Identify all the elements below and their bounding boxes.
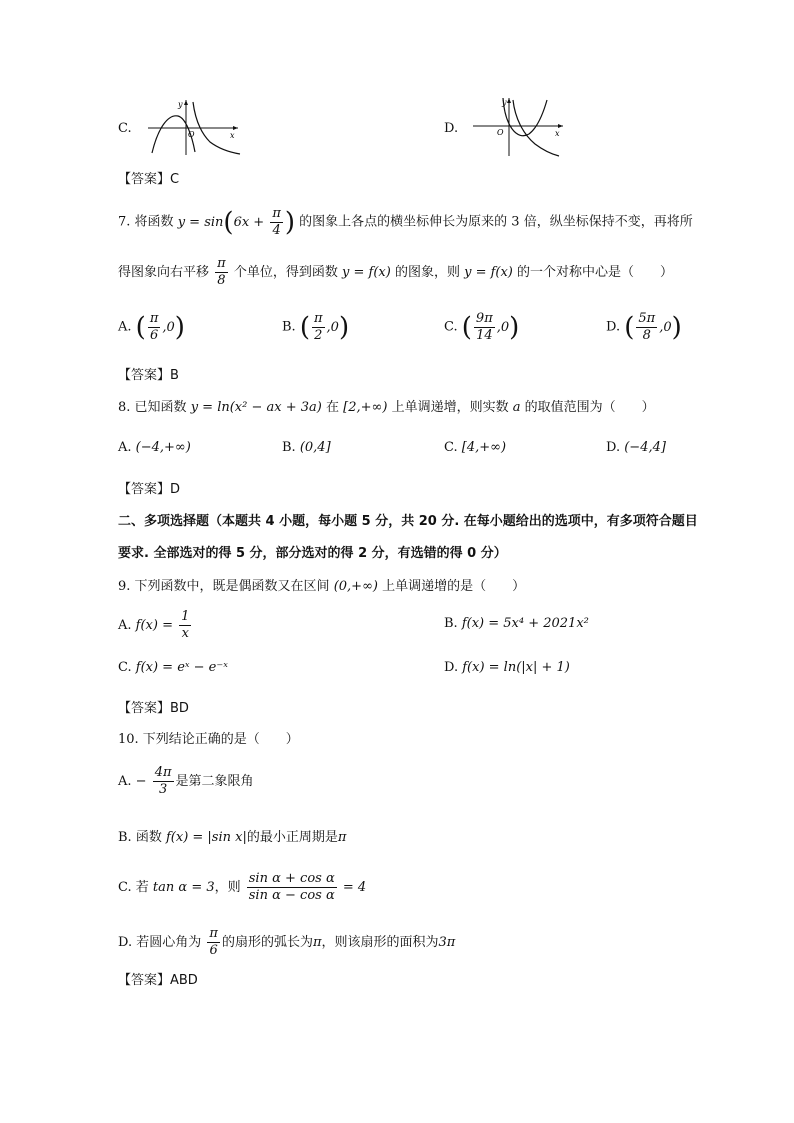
q8-option-b: B. (0,4] [282,440,331,455]
q8-text-2: 在 [325,400,339,415]
q7-number: 7. [118,214,131,230]
q6-d-y-axis-label: y [502,98,507,107]
q6-d-x-axis-label: x [555,129,560,138]
q9-answer: 【答案】BD [118,701,189,716]
q8-option-c: C. [4,+∞) [444,440,507,455]
q7-option-d: D. ( $\frac{5\pi}{8}$ ,0) [606,310,682,343]
q7-option-c-label: C. [444,319,458,335]
q8-func-expr: y = ln(x² − ax + 3a) [190,400,322,415]
q6-option-c-label: C. [118,121,132,136]
q9-option-c-label: C. [118,660,132,675]
q10-option-d-text-3: ，则该扇形的面积为 [321,935,439,950]
q7-text-5: 的图象，则 [394,265,460,280]
q10-option-a-label: A. [118,774,132,789]
q10-option-d-label: D. [118,935,133,950]
section2-heading-line1: 二、多项选择题（本题共 4 小题，每小题 5 分，共 20 分. 在每小题给出的选项中，有多项符合题目 [118,514,698,529]
q10-option-c-text-2: ，则 [214,880,241,895]
section2-heading-line2: 要求. 全部选对的得 5 分，部分选对的得 2 分，有选错的得 0 分） [118,546,507,561]
q7-fx-expr-1: y = f(x) [342,265,391,280]
q9-option-a: A. f(x) = $\frac{1}{x}$ [118,609,190,641]
q8-answer: 【答案】D [118,482,181,497]
q7-option-d-label: D. [606,319,621,335]
q7-option-a-label: A. [118,319,132,335]
q7-stem-line1 [118,204,693,240]
q7-text-2: 的图象上各点的横坐标伸长为原来的 3 倍，纵坐标保持不变，再将所 [299,214,693,230]
q9-option-a-label: A. [118,618,132,633]
q10-option-d-text-1: 若圆心角为 [136,935,202,950]
q7-shift-expr: $\frac{\pi}{8}$ [217,256,226,288]
q10-answer: 【答案】ABD [118,973,198,988]
q6-c-y-axis-label: y [178,100,183,109]
q10-option-a: A. − $\frac{4\pi}{3}$ 是第二象限角 [118,765,254,797]
q10-option-c-text-1: 若 [135,880,149,895]
q9-option-c: C. f(x) = eˣ − e⁻ˣ [118,660,228,675]
q6-c-origin-label: O [188,130,195,139]
q7-text-6: 的一个对称中心是（ ） [517,265,674,280]
q8-param-a: a [512,400,521,415]
q10-option-c-label: C. [118,880,132,895]
q7-text-3: 得图象向右平移 [118,265,210,280]
q7-text-1: 将函数 [134,214,174,230]
q6-option-d-label: D. [444,121,459,136]
q8-number: 8. [118,400,131,415]
q10-option-b-text-2: 的最小正周期是 [246,830,338,845]
q9-text-2: 上单调递增的是（ ） [382,579,526,594]
q9-option-d: D. f(x) = ln(|x| + 1) [444,660,570,675]
q10-option-b: B. 函数 f(x) = |sin x|的最小正周期是π [118,830,347,845]
q8-interval: [2,+∞) [343,400,388,415]
q8-option-a: A. (−4,+∞) [118,440,191,455]
q7-func-expr: y = sin(6x + $\frac{\pi}{4}$ ) [177,205,296,238]
q9-stem [118,575,525,594]
q10-option-a-text: 是第二象限角 [175,774,254,789]
q7-option-b-label: B. [282,319,296,335]
q9-interval: (0,+∞) [333,579,378,594]
q6-c-x-axis-label: x [230,131,235,140]
q8-text-3: 上单调递增，则实数 [391,400,509,415]
q9-option-b-label: B. [444,616,458,631]
q10-option-c: C. 若 tan α = 3，则 $\frac{\text{sin α + cos α}}{\text{sin α − cos α}}$ = 4 [118,871,367,903]
q7-option-a: A. ( $\frac{\pi}{6}$ ,0) [118,310,185,343]
q10-option-b-label: B. [118,830,132,845]
q8-option-d-label: D. [606,440,621,455]
q8-option-c-label: C. [444,440,458,455]
q7-option-c: C. ( $\frac{9\pi}{14}$ ,0) [444,310,520,343]
q6-answer: 【答案】C [118,172,180,187]
q10-option-b-text-1: 函数 [135,830,162,845]
q8-text-5: 的取值范围为（ ） [524,400,655,415]
q10-option-d: D. 若圆心角为 $\frac{\pi}{6}$ 的扇形的弧长为π，则该扇形的面积为3π [118,926,456,958]
q6-d-origin-label: O [497,128,504,137]
q8-option-a-label: A. [118,440,132,455]
q9-text-1: 下列函数中，既是偶函数又在区间 [134,579,330,594]
q10-option-d-text-2: 的扇形的弧长为 [221,935,313,950]
q8-option-d: D. (−4,4] [606,440,666,455]
q9-option-b: B. f(x) = 5x⁴ + 2021x² [444,616,589,631]
q7-stem-line2 [118,255,673,291]
q7-fx-expr-2: y = f(x) [464,265,513,280]
q8-text-1: 已知函数 [134,400,187,415]
q9-option-d-label: D. [444,660,459,675]
q6-option-c-graph [148,98,243,156]
q6-option-d-graph [473,96,568,158]
q7-answer: 【答案】B [118,368,179,383]
q7-text-4: 个单位，得到函数 [233,265,338,280]
q10-stem: 10. 下列结论正确的是（ ） [118,732,299,747]
q8-stem [118,395,655,421]
q8-option-b-label: B. [282,440,296,455]
q9-number: 9. [118,579,131,594]
q7-option-b: B. ( $\frac{\pi}{2}$ ,0) [282,310,350,343]
